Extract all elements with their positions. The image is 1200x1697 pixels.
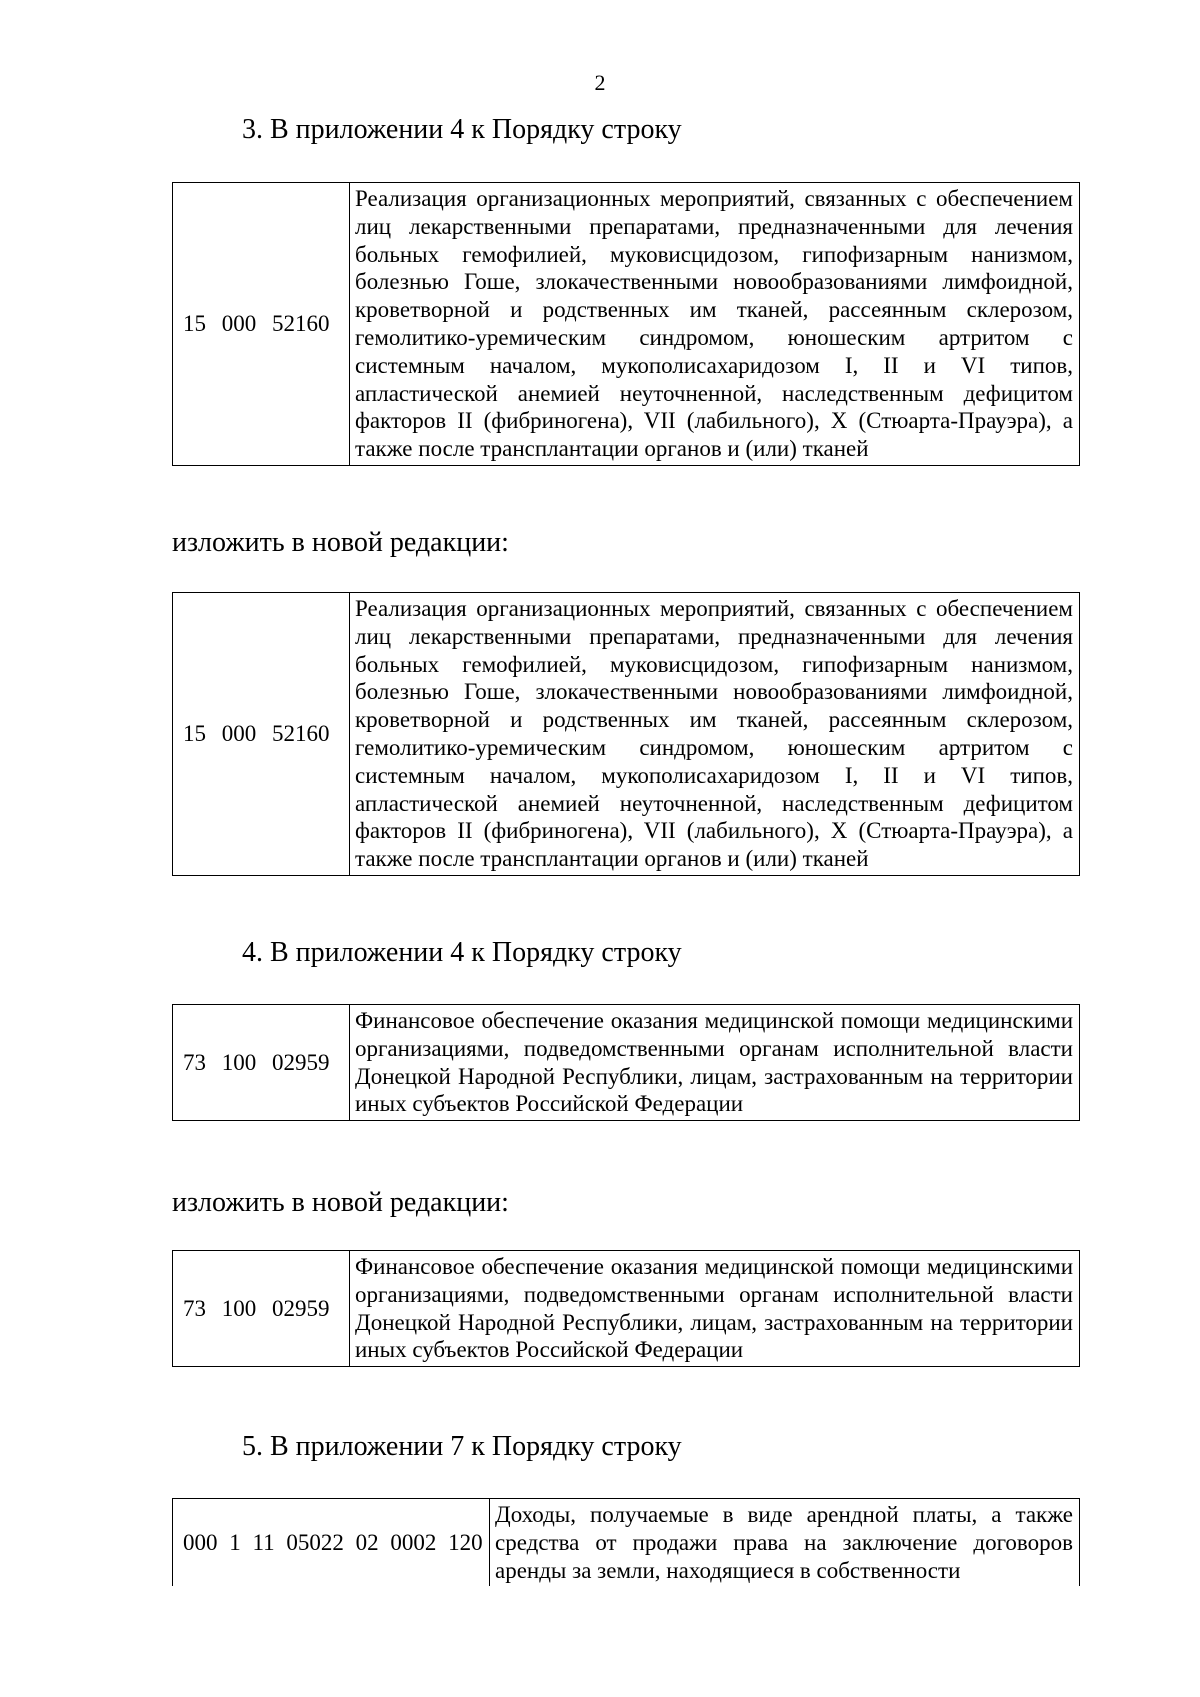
section-3-old-table: [172, 182, 1080, 466]
description-cell: Финансовое обеспечение оказания медицинской помощи медицинскими организациями, подведомственными органам исполнительной власти Донецкой Народной Республики, лицам, застрахованным на территории иных субъектов Российской Федерации: [350, 1251, 1080, 1367]
section-4-old-table: [172, 1004, 1080, 1121]
section-5-table-clip: [172, 1498, 1082, 1586]
section-3-new-table: [172, 592, 1080, 876]
table-row: [173, 1251, 1080, 1367]
budget-code-cell: 15 000 52160: [173, 183, 350, 466]
table-row: [173, 183, 1080, 466]
section-5-table: [172, 1498, 1080, 1586]
description-cell: Реализация организационных мероприятий, связанных с обеспечением лиц лекарственными препаратами, предназначенными для лечения больных гемофилией, муковисцидозом, гипофизарным нанизмом, болезнью Гоше, злокачественными новообразованиями лимфоидной, кроветворной и родственных им тканей, рассеянным склерозом, гемолитико-уремическим синдромом, юношеским артритом с системным началом, мукополисахаридозом I, II и VI типов, апластической анемией неуточненной, наследственным дефицитом факторов II (фибриногена), VII (лабильного), X (Стюарта-Прауэра), а также после трансплантации органов и (или) тканей: [350, 593, 1080, 876]
section-3-replace-text: изложить в новой редакции:: [172, 527, 509, 558]
description-cell: Доходы, получаемые в виде арендной платы, а также средства от продажи права на заключение договоров аренды за земли, находящиеся в собственности: [490, 1499, 1080, 1587]
budget-code-cell: 15 000 52160: [173, 593, 350, 876]
section-4-replace-text: изложить в новой редакции:: [172, 1187, 509, 1218]
budget-code-cell: 73 100 02959: [173, 1251, 350, 1367]
section-3-heading: 3. В приложении 4 к Порядку строку: [242, 114, 682, 145]
section-4-heading: 4. В приложении 4 к Порядку строку: [242, 937, 682, 968]
budget-code-cell: 000 1 11 05022 02 0002 120: [173, 1499, 490, 1587]
page-number: 2: [594, 70, 606, 95]
table-row: [173, 593, 1080, 876]
description-cell: Финансовое обеспечение оказания медицинской помощи медицинскими организациями, подведомственными органам исполнительной власти Донецкой Народной Республики, лицам, застрахованным на территории иных субъектов Российской Федерации: [350, 1005, 1080, 1121]
table-row: [173, 1005, 1080, 1121]
budget-code-cell: 73 100 02959: [173, 1005, 350, 1121]
table-row: [173, 1499, 1080, 1587]
section-4-new-table: [172, 1250, 1080, 1367]
section-5-heading: 5. В приложении 7 к Порядку строку: [242, 1431, 682, 1462]
description-cell: Реализация организационных мероприятий, связанных с обеспечением лиц лекарственными препаратами, предназначенными для лечения больных гемофилией, муковисцидозом, гипофизарным нанизмом, болезнью Гоше, злокачественными новообразованиями лимфоидной, кроветворной и родственных им тканей, рассеянным склерозом, гемолитико-уремическим синдромом, юношеским артритом с системным началом, мукополисахаридозом I, II и VI типов, апластической анемией неуточненной, наследственным дефицитом факторов II (фибриногена), VII (лабильного), X (Стюарта-Прауэра), а также после трансплантации органов и (или) тканей: [350, 183, 1080, 466]
